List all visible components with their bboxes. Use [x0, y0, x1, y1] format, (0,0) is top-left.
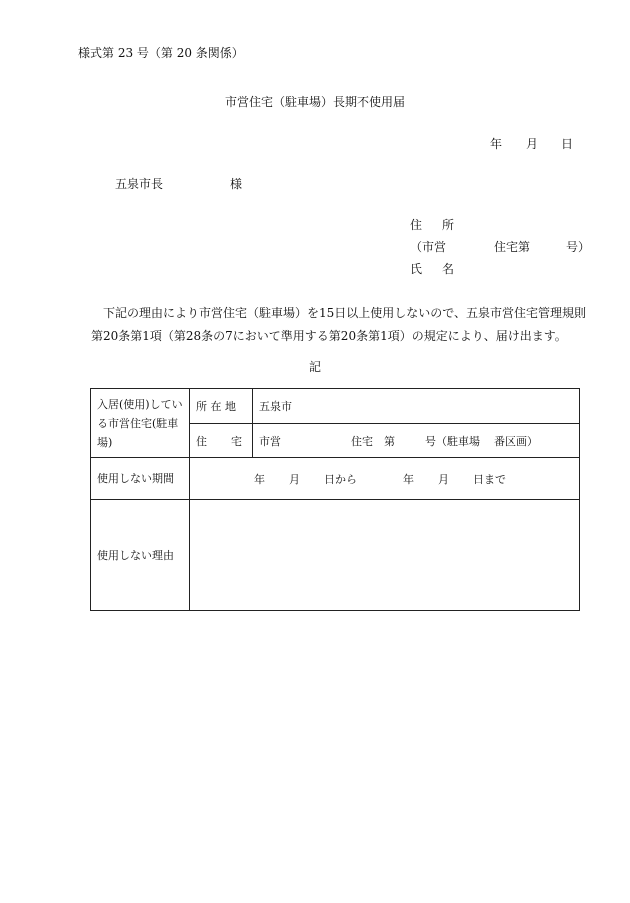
period-label-cell: 使用しない期間: [91, 458, 190, 500]
period-month-2: 月: [438, 472, 449, 486]
date-year-label: 年: [490, 137, 503, 151]
residence-value-cell[interactable]: [253, 424, 580, 458]
housing-mid: 住宅第: [494, 240, 531, 254]
period-to: 日まで: [473, 472, 506, 486]
addressee-honorific: 様: [230, 177, 243, 191]
table-row: [91, 458, 580, 500]
body-paragraph: [91, 302, 591, 348]
applicant-housing-line: [410, 241, 590, 253]
reason-label-cell: 使用しない理由: [91, 500, 190, 611]
period-from: 日から: [324, 472, 357, 486]
form-number: 様式第 23 号（第 20 条関係）: [78, 46, 244, 60]
residence-city: 市営: [259, 434, 281, 448]
reason-value-cell[interactable]: [190, 500, 580, 611]
name-label-char-1: 氏: [410, 262, 423, 276]
table-row: [91, 389, 580, 424]
period-year-2: 年: [403, 472, 414, 486]
housing-header-cell: 入居(使用)している市営住宅(駐車場): [91, 389, 190, 458]
residence-number: 号（駐車場: [425, 434, 480, 448]
document-title: 市営住宅（駐車場）長期不使用届: [224, 95, 405, 109]
application-form-table: [90, 388, 580, 611]
residence-section: 番区画）: [494, 434, 538, 448]
body-line-2: 第20条第1項（第28条の7において準用する第20条第1項）の規定により、届け出ます。: [91, 329, 567, 343]
name-label-char-2: 名: [442, 262, 455, 276]
period-value-cell[interactable]: [190, 458, 580, 500]
location-label-cell: 所 在 地: [190, 389, 253, 424]
residence-house: 住宅 第: [351, 434, 395, 448]
housing-open: （市営: [410, 240, 447, 254]
residence-label-char-2: 宅: [231, 434, 242, 448]
table-row: [91, 500, 580, 611]
date-month-label: 月: [526, 137, 539, 151]
ki-heading: 記: [308, 360, 321, 374]
address-label-char-1: 住: [410, 218, 423, 232]
address-label-char-2: 所: [442, 218, 455, 232]
housing-close: 号）: [566, 240, 591, 254]
residence-label-char-1: 住: [196, 434, 207, 448]
body-line-1: 下記の理由により市営住宅（駐車場）を15日以上使用しないので、五泉市営住宅管理規則: [103, 306, 587, 320]
applicant-name-label: [410, 263, 454, 275]
location-value-cell[interactable]: 五泉市: [253, 389, 580, 424]
addressee-mayor: 五泉市長: [115, 177, 164, 191]
date-day-label: 日: [561, 137, 574, 151]
applicant-address-label: [410, 219, 454, 231]
residence-label-cell: [190, 424, 253, 458]
period-year-1: 年: [254, 472, 265, 486]
period-month-1: 月: [289, 472, 300, 486]
